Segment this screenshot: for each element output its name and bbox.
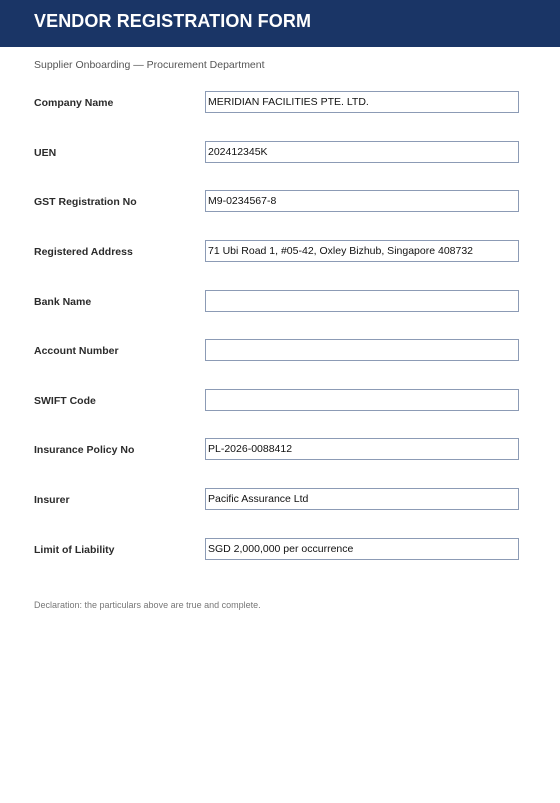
field-row-insurer xyxy=(0,488,560,512)
account-number-field[interactable] xyxy=(205,339,519,361)
insurer-label: Insurer xyxy=(34,494,70,506)
swift-code-label: SWIFT Code xyxy=(34,395,96,407)
declaration-text: Declaration: the particulars above are true and complete. xyxy=(34,600,261,610)
form-subtitle: Supplier Onboarding — Procurement Department xyxy=(34,59,265,71)
form-title: VENDOR REGISTRATION FORM xyxy=(34,11,312,31)
field-row-limit-of-liability xyxy=(0,538,560,562)
field-row-insurance-policy-no xyxy=(0,438,560,462)
field-row-registered-address xyxy=(0,240,560,264)
limit-of-liability-field[interactable] xyxy=(205,538,519,560)
company-name-label: Company Name xyxy=(34,97,114,109)
registered-address-label: Registered Address xyxy=(34,246,133,258)
swift-code-field[interactable] xyxy=(205,389,519,411)
field-row-swift-code xyxy=(0,389,560,413)
bank-name-label: Bank Name xyxy=(34,296,92,308)
insurance-policy-no-field[interactable] xyxy=(205,438,519,460)
gst-registration-no-label: GST Registration No xyxy=(34,196,137,208)
bank-name-field[interactable] xyxy=(205,290,519,312)
field-row-bank-name xyxy=(0,290,560,314)
uen-field[interactable] xyxy=(205,141,519,163)
account-number-label: Account Number xyxy=(34,345,119,357)
limit-of-liability-label: Limit of Liability xyxy=(34,544,115,556)
insurance-policy-no-label: Insurance Policy No xyxy=(34,444,135,456)
field-row-uen xyxy=(0,141,560,165)
field-row-account-number xyxy=(0,339,560,363)
gst-registration-no-field[interactable] xyxy=(205,190,519,212)
field-row-company-name xyxy=(0,91,560,115)
company-name-field[interactable] xyxy=(205,91,519,113)
registered-address-field[interactable] xyxy=(205,240,519,262)
insurer-field[interactable] xyxy=(205,488,519,510)
field-row-gst-registration-no xyxy=(0,190,560,214)
uen-label: UEN xyxy=(34,147,57,159)
